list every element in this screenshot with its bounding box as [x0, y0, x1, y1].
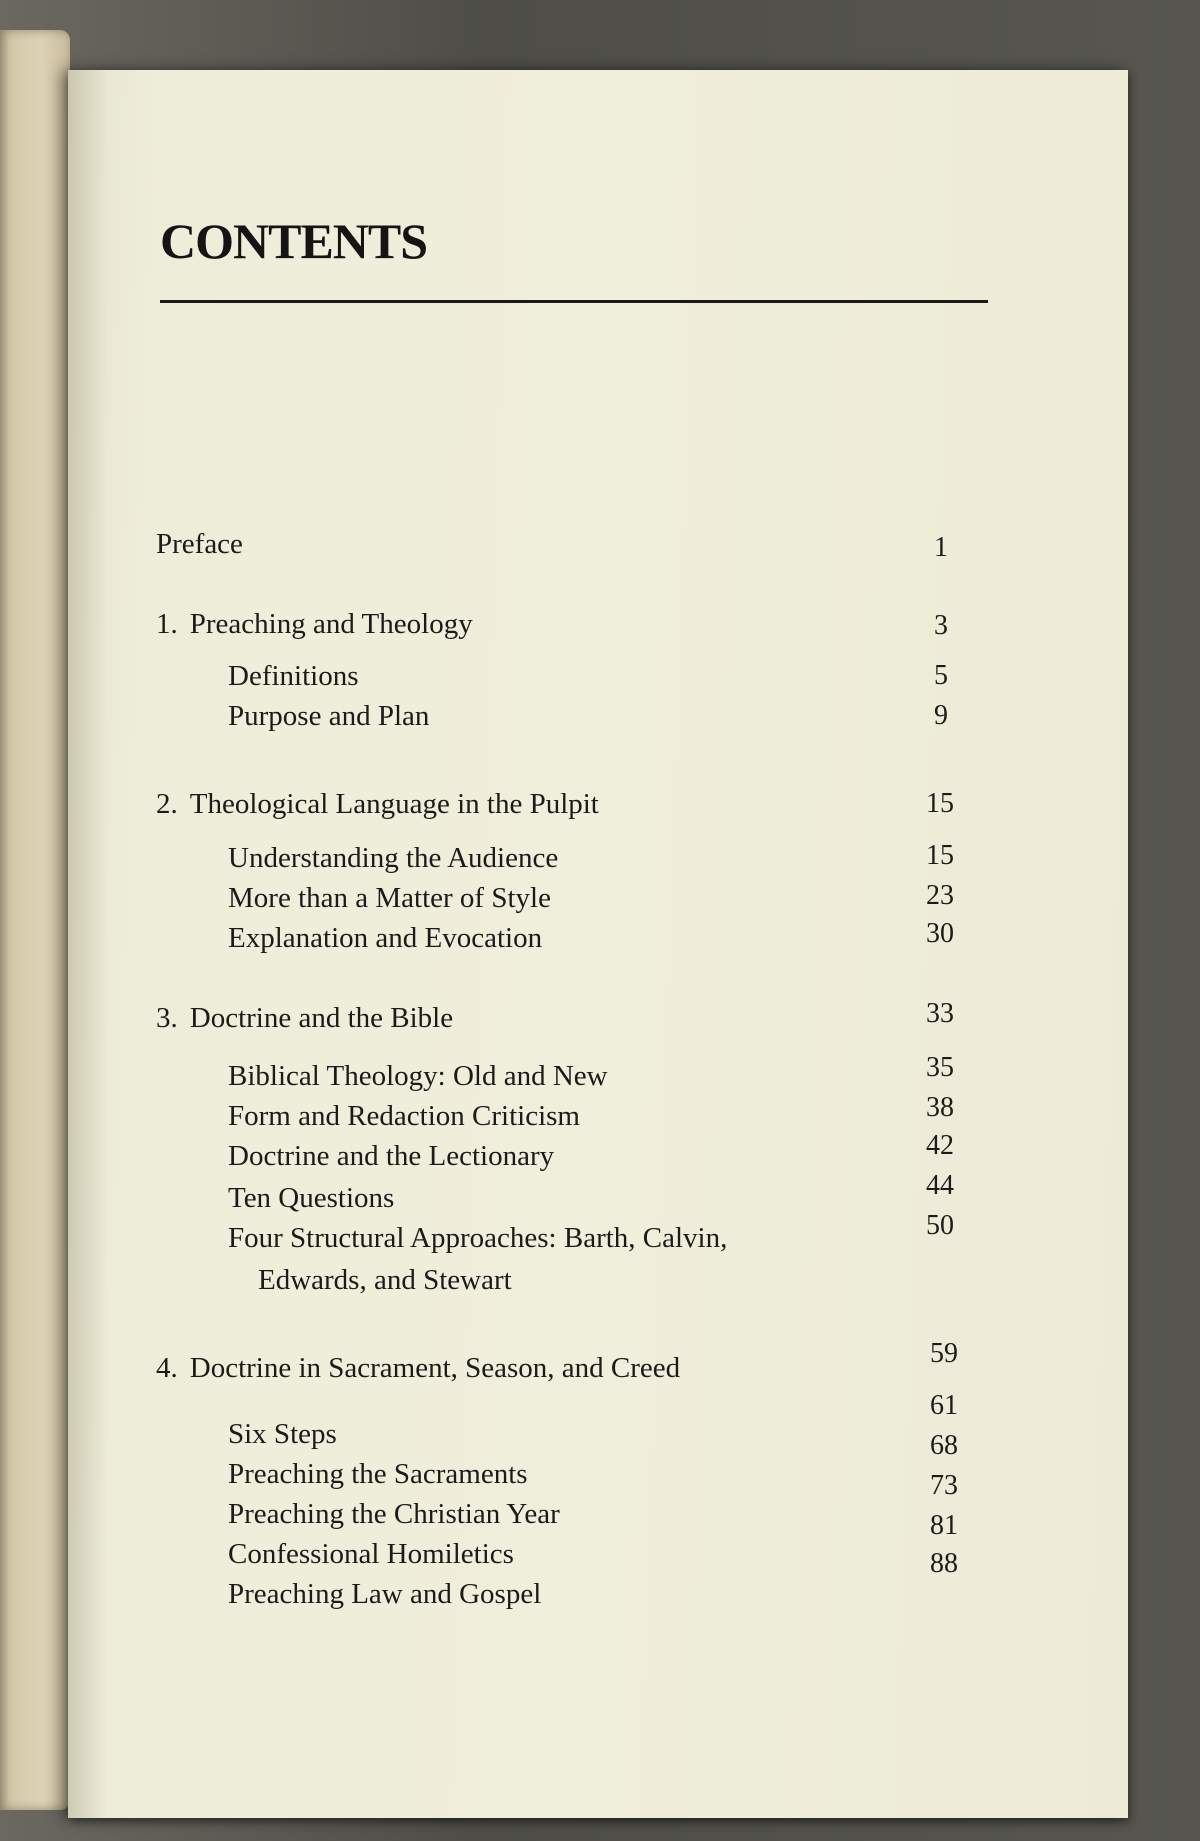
entry-page-number: 88 [930, 1548, 958, 1579]
entry-page-number: 68 [930, 1430, 958, 1461]
toc-section [228, 1100, 580, 1133]
entry-label: More than a Matter of Style [228, 882, 551, 914]
entry-page-number: 81 [930, 1510, 958, 1541]
contents-page [68, 70, 1128, 1818]
entry-page-number: 9 [934, 700, 948, 731]
toc-section [228, 1578, 541, 1611]
toc-section [228, 1498, 560, 1531]
entry-label: Preface [156, 528, 243, 560]
entry-label: Understanding the Audience [228, 842, 559, 874]
entry-page-number: 73 [930, 1470, 958, 1501]
title-rule [160, 300, 988, 303]
toc-section [228, 660, 359, 693]
entry-page-number: 1 [934, 532, 948, 563]
entry-label: Doctrine in Sacrament, Season, and Creed [189, 1352, 681, 1384]
toc-section [228, 882, 551, 915]
toc-chapter-2 [156, 788, 599, 821]
entry-label: Ten Questions [228, 1182, 395, 1214]
toc-chapter-4 [156, 1352, 680, 1385]
toc-section [228, 700, 429, 733]
entry-label: Four Structural Approaches: Barth, Calvin, [228, 1222, 728, 1254]
entry-page-number: 15 [926, 840, 954, 871]
entry-page-number: 38 [926, 1092, 954, 1123]
toc-section [228, 1222, 727, 1255]
entry-label: Doctrine and the Bible [189, 1002, 454, 1034]
entry-page-number: 61 [930, 1390, 958, 1421]
entry-label: Doctrine and the Lectionary [228, 1140, 555, 1172]
toc-section [228, 842, 558, 875]
entry-label: Biblical Theology: Old and New [228, 1060, 608, 1092]
entry-label: Theological Language in the Pulpit [189, 788, 599, 820]
chapter-number: 1. [156, 608, 178, 640]
entry-label: Form and Redaction Criticism [228, 1100, 580, 1132]
toc-section [228, 1418, 337, 1451]
entry-page-number: 3 [934, 610, 948, 641]
toc-section [228, 1538, 514, 1571]
entry-label: Confessional Homiletics [228, 1538, 514, 1570]
entry-label: Definitions [228, 660, 359, 692]
facing-page-edge [0, 30, 70, 1810]
entry-page-number: 33 [926, 998, 954, 1029]
entry-label: Preaching the Sacraments [228, 1458, 528, 1490]
entry-label: Preaching the Christian Year [228, 1498, 560, 1530]
toc-section [228, 1458, 528, 1491]
toc-section [228, 1140, 554, 1173]
entry-page-number: 44 [926, 1170, 954, 1201]
entry-label: Explanation and Evocation [228, 922, 543, 954]
entry-label: Purpose and Plan [228, 700, 430, 732]
toc-section [228, 1060, 608, 1093]
entry-label: Preaching Law and Gospel [228, 1578, 542, 1610]
toc-section-continuation [258, 1264, 512, 1297]
toc-entry-preface [156, 528, 243, 561]
entry-label-continued: Edwards, and Stewart [258, 1264, 512, 1296]
entry-label: Preaching and Theology [189, 608, 473, 640]
toc-section [228, 1182, 394, 1215]
entry-page-number: 30 [926, 918, 954, 949]
entry-page-number: 5 [934, 660, 948, 691]
entry-page-number: 59 [930, 1338, 958, 1369]
chapter-number: 2. [156, 788, 178, 820]
entry-page-number: 23 [926, 880, 954, 911]
page-title: CONTENTS [160, 213, 428, 269]
entry-page-number: 35 [926, 1052, 954, 1083]
entry-page-number: 50 [926, 1210, 954, 1241]
entry-page-number: 15 [926, 788, 954, 819]
entry-label: Six Steps [228, 1418, 337, 1450]
chapter-number: 4. [156, 1352, 178, 1384]
chapter-number: 3. [156, 1002, 178, 1034]
toc-chapter-3 [156, 1002, 453, 1035]
toc-chapter-1 [156, 608, 473, 641]
toc-section [228, 922, 542, 955]
entry-page-number: 42 [926, 1130, 954, 1161]
